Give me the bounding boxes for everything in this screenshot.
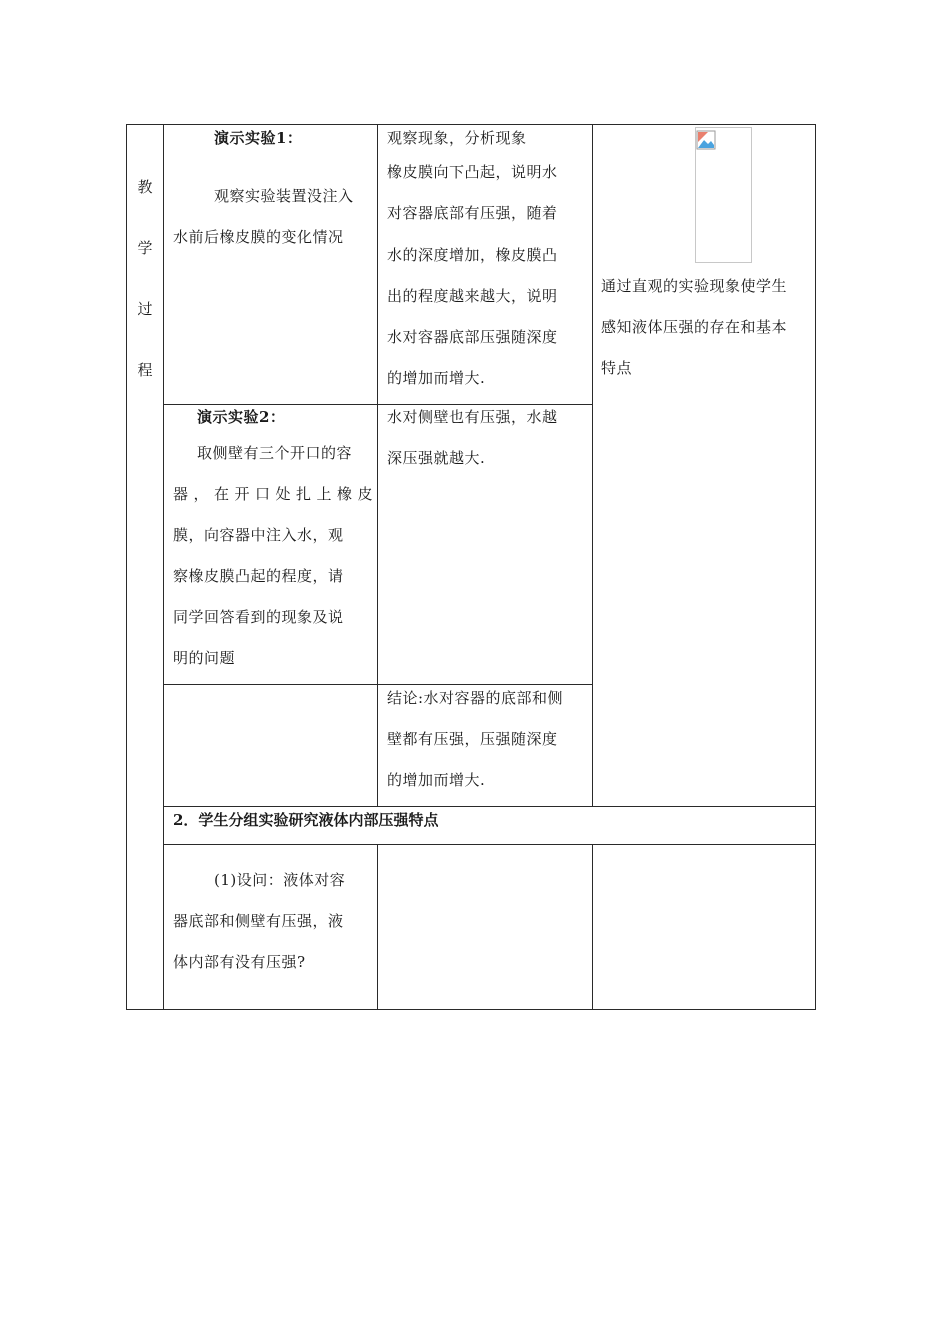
section-label-char: 过: [137, 300, 153, 318]
broken-image-icon: [696, 130, 716, 150]
section2-heading: 2．学生分组实验研究液体内部压强特点: [173, 811, 439, 829]
conclusion-line: 的增加而增大.: [387, 771, 486, 789]
purpose-line: 通过直观的实验现象使学生: [601, 277, 788, 295]
table-border-right: [815, 124, 816, 1010]
demo2-title: 演示实验2：: [197, 408, 286, 426]
row-divider-4: [163, 844, 816, 845]
demo2-text-line: 明的问题: [173, 649, 236, 667]
demo2-student-line: 水对侧壁也有压强，水越: [387, 408, 558, 426]
table-border-bottom: [126, 1009, 816, 1010]
demo2-text-line: 察橡皮膜凸起的程度，请: [173, 567, 344, 585]
demo2-text-line: 器，在开口处扎上橡皮: [173, 485, 379, 503]
demo1-student-line: 水的深度增加，橡皮膜凸: [387, 246, 558, 264]
demo1-student-line: 出的程度越来越大，说明: [387, 287, 558, 305]
demo1-text-line: 观察实验装置没注入: [214, 187, 354, 205]
conclusion-line: 壁都有压强，压强随深度: [387, 730, 558, 748]
demo2-student-line: 深压强就越大.: [387, 449, 486, 467]
demo1-student-line: 的增加而增大.: [387, 369, 486, 387]
demo1-student-line: 对容器底部有压强，随着: [387, 204, 558, 222]
section-label-char: 程: [137, 361, 153, 379]
table-divider-col2-lower: [377, 844, 378, 1010]
question1-line: 体内部有没有压强?: [173, 953, 306, 971]
table-divider-label: [163, 124, 164, 1010]
demo2-text-line: 同学回答看到的现象及说: [173, 608, 344, 626]
demo1-title: 演示实验1：: [214, 129, 303, 147]
demo1-text-line: 水前后橡皮膜的变化情况: [173, 228, 344, 246]
demo2-text-line: 取侧壁有三个开口的容: [197, 444, 353, 462]
conclusion-line: 结论:水对容器的底部和侧: [387, 689, 564, 707]
table-divider-col3: [592, 124, 593, 806]
section-label: [127, 165, 163, 409]
demo2-text-line: 膜，向容器中注入水，观: [173, 526, 344, 544]
question1-line: 器底部和侧壁有压强，液: [173, 912, 344, 930]
table-divider-col2: [377, 124, 378, 806]
purpose-line: 感知液体压强的存在和基本: [601, 318, 788, 336]
demo1-student-line: 橡皮膜向下凸起，说明水: [387, 163, 558, 181]
demo1-student-line: 观察现象，分析现象: [387, 129, 527, 147]
table-divider-col3-lower: [592, 844, 593, 1010]
image-placeholder: [695, 127, 752, 263]
section-label-char: 教: [137, 178, 153, 196]
purpose-line: 特点: [601, 359, 633, 377]
demo1-student-line: 水对容器底部压强随深度: [387, 328, 558, 346]
section-label-char: 学: [137, 239, 153, 257]
question1-line: (1)设问：液体对容: [214, 871, 346, 889]
